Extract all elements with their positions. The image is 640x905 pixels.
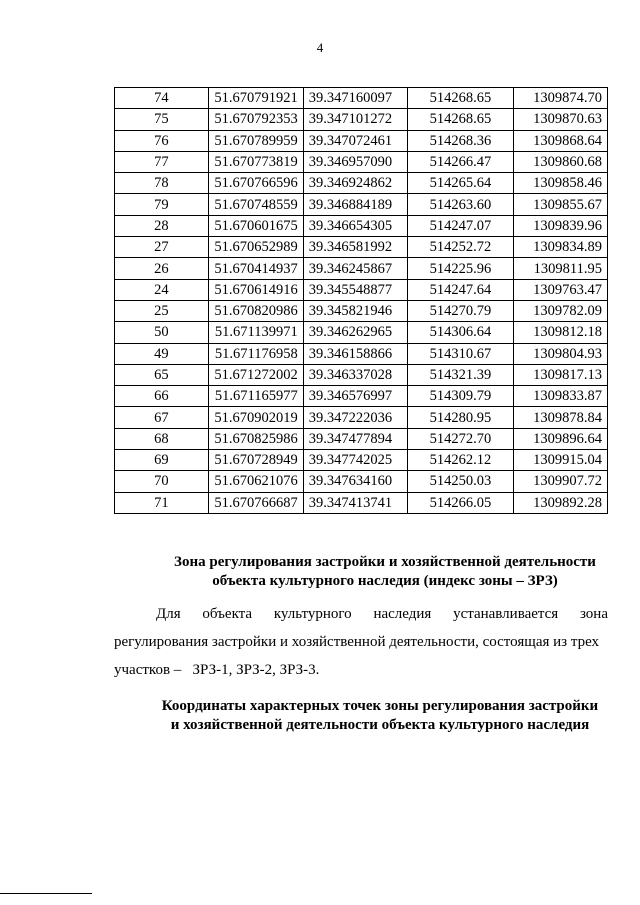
coordinates-table-body bbox=[115, 88, 608, 514]
point-number-cell: 24 bbox=[115, 279, 209, 300]
x-coordinate-cell: 514321.39 bbox=[407, 364, 514, 385]
x-coordinate-cell: 514272.70 bbox=[407, 428, 514, 449]
paragraph-word: наследия bbox=[373, 606, 432, 622]
x-coordinate-cell: 514262.12 bbox=[407, 450, 514, 471]
latitude-cell: 51.670601675 bbox=[208, 215, 303, 236]
latitude-cell: 51.671176958 bbox=[208, 343, 303, 364]
x-coordinate-cell: 514309.79 bbox=[407, 386, 514, 407]
y-coordinate-cell: 1309907.72 bbox=[514, 471, 608, 492]
x-coordinate-cell: 514268.65 bbox=[407, 109, 514, 130]
longitude-cell: 39.346158866 bbox=[303, 343, 407, 364]
point-number-cell: 75 bbox=[115, 109, 209, 130]
x-coordinate-cell: 514263.60 bbox=[407, 194, 514, 215]
y-coordinate-cell: 1309811.95 bbox=[514, 258, 608, 279]
longitude-cell: 39.346884189 bbox=[303, 194, 407, 215]
zone-heading-line-1: Зона регулирования застройки и хозяйственной деятельности bbox=[174, 554, 596, 570]
latitude-cell: 51.670792353 bbox=[208, 109, 303, 130]
point-number-cell: 27 bbox=[115, 237, 209, 258]
x-coordinate-cell: 514265.64 bbox=[407, 173, 514, 194]
longitude-cell: 39.347222036 bbox=[303, 407, 407, 428]
latitude-cell: 51.670789959 bbox=[208, 130, 303, 151]
y-coordinate-cell: 1309839.96 bbox=[514, 215, 608, 236]
longitude-cell: 39.346576997 bbox=[303, 386, 407, 407]
coordinates-heading bbox=[140, 697, 620, 735]
y-coordinate-cell: 1309812.18 bbox=[514, 322, 608, 343]
x-coordinate-cell: 514247.64 bbox=[407, 279, 514, 300]
x-coordinate-cell: 514280.95 bbox=[407, 407, 514, 428]
point-number-cell: 67 bbox=[115, 407, 209, 428]
table-row bbox=[115, 364, 608, 385]
paragraph-word: устанавливается bbox=[453, 606, 559, 622]
x-coordinate-cell: 514268.65 bbox=[407, 88, 514, 109]
point-number-cell: 76 bbox=[115, 130, 209, 151]
footer-rule bbox=[0, 893, 92, 894]
point-number-cell: 65 bbox=[115, 364, 209, 385]
zone-heading bbox=[150, 553, 620, 591]
table-row bbox=[115, 237, 608, 258]
latitude-cell: 51.670414937 bbox=[208, 258, 303, 279]
y-coordinate-cell: 1309870.63 bbox=[514, 109, 608, 130]
longitude-cell: 39.345548877 bbox=[303, 279, 407, 300]
latitude-cell: 51.670820986 bbox=[208, 300, 303, 321]
table-row bbox=[115, 109, 608, 130]
x-coordinate-cell: 514250.03 bbox=[407, 471, 514, 492]
latitude-cell: 51.671139971 bbox=[208, 322, 303, 343]
point-number-cell: 77 bbox=[115, 151, 209, 172]
page-number: 4 bbox=[316, 40, 324, 55]
table-row bbox=[115, 173, 608, 194]
table-row bbox=[115, 492, 608, 513]
table-row bbox=[115, 386, 608, 407]
x-coordinate-cell: 514268.36 bbox=[407, 130, 514, 151]
latitude-cell: 51.670766687 bbox=[208, 492, 303, 513]
x-coordinate-cell: 514247.07 bbox=[407, 215, 514, 236]
x-coordinate-cell: 514266.47 bbox=[407, 151, 514, 172]
y-coordinate-cell: 1309874.70 bbox=[514, 88, 608, 109]
longitude-cell: 39.347160097 bbox=[303, 88, 407, 109]
point-number-cell: 26 bbox=[115, 258, 209, 279]
point-number-cell: 78 bbox=[115, 173, 209, 194]
longitude-cell: 39.347101272 bbox=[303, 109, 407, 130]
table-row bbox=[115, 471, 608, 492]
point-number-cell: 50 bbox=[115, 322, 209, 343]
table-row bbox=[115, 130, 608, 151]
point-number-cell: 71 bbox=[115, 492, 209, 513]
latitude-cell: 51.670614916 bbox=[208, 279, 303, 300]
x-coordinate-cell: 514266.05 bbox=[407, 492, 514, 513]
paragraph-line-3: участков – ЗРЗ-1, ЗРЗ-2, ЗРЗ-3. bbox=[114, 662, 320, 678]
point-number-cell: 69 bbox=[115, 450, 209, 471]
longitude-cell: 39.346581992 bbox=[303, 237, 407, 258]
longitude-cell: 39.346245867 bbox=[303, 258, 407, 279]
zone-heading-line-2: объекта культурного наследия (индекс зоны – ЗРЗ) bbox=[212, 573, 558, 589]
table-row bbox=[115, 322, 608, 343]
longitude-cell: 39.346924862 bbox=[303, 173, 407, 194]
point-number-cell: 79 bbox=[115, 194, 209, 215]
point-number-cell: 66 bbox=[115, 386, 209, 407]
y-coordinate-cell: 1309782.09 bbox=[514, 300, 608, 321]
paragraph-word: культурного bbox=[273, 606, 352, 622]
latitude-cell: 51.670902019 bbox=[208, 407, 303, 428]
longitude-cell: 39.347072461 bbox=[303, 130, 407, 151]
x-coordinate-cell: 514252.72 bbox=[407, 237, 514, 258]
coordinates-heading-line-1: Координаты характерных точек зоны регулирования застройки bbox=[161, 698, 599, 714]
paragraph-line-2: регулирования застройки и хозяйственной деятельности, состоящая из трех bbox=[114, 634, 600, 650]
table-row bbox=[115, 300, 608, 321]
table-row bbox=[115, 407, 608, 428]
table-row bbox=[115, 194, 608, 215]
coordinates-heading-line-2: и хозяйственной деятельности объекта культурного наследия bbox=[170, 717, 590, 733]
latitude-cell: 51.670652989 bbox=[208, 237, 303, 258]
longitude-cell: 39.345821946 bbox=[303, 300, 407, 321]
point-number-cell: 70 bbox=[115, 471, 209, 492]
paragraph-line-1 bbox=[114, 604, 608, 624]
y-coordinate-cell: 1309858.46 bbox=[514, 173, 608, 194]
longitude-cell: 39.347634160 bbox=[303, 471, 407, 492]
longitude-cell: 39.346654305 bbox=[303, 215, 407, 236]
table-row bbox=[115, 279, 608, 300]
paragraph-word: объекта bbox=[202, 606, 253, 622]
latitude-cell: 51.670728949 bbox=[208, 450, 303, 471]
y-coordinate-cell: 1309915.04 bbox=[514, 450, 608, 471]
coordinates-table bbox=[114, 87, 608, 514]
y-coordinate-cell: 1309892.28 bbox=[514, 492, 608, 513]
table-row bbox=[115, 428, 608, 449]
point-number-cell: 49 bbox=[115, 343, 209, 364]
latitude-cell: 51.670825986 bbox=[208, 428, 303, 449]
latitude-cell: 51.670791921 bbox=[208, 88, 303, 109]
y-coordinate-cell: 1309896.64 bbox=[514, 428, 608, 449]
y-coordinate-cell: 1309817.13 bbox=[514, 364, 608, 385]
point-number-cell: 25 bbox=[115, 300, 209, 321]
y-coordinate-cell: 1309804.93 bbox=[514, 343, 608, 364]
point-number-cell: 68 bbox=[115, 428, 209, 449]
y-coordinate-cell: 1309763.47 bbox=[514, 279, 608, 300]
longitude-cell: 39.346957090 bbox=[303, 151, 407, 172]
y-coordinate-cell: 1309860.68 bbox=[514, 151, 608, 172]
y-coordinate-cell: 1309878.84 bbox=[514, 407, 608, 428]
x-coordinate-cell: 514225.96 bbox=[407, 258, 514, 279]
longitude-cell: 39.346337028 bbox=[303, 364, 407, 385]
longitude-cell: 39.347742025 bbox=[303, 450, 407, 471]
latitude-cell: 51.671165977 bbox=[208, 386, 303, 407]
latitude-cell: 51.670748559 bbox=[208, 194, 303, 215]
y-coordinate-cell: 1309868.64 bbox=[514, 130, 608, 151]
paragraph-word: зона bbox=[579, 606, 608, 622]
table-row bbox=[115, 343, 608, 364]
table-row bbox=[115, 215, 608, 236]
table-row bbox=[115, 450, 608, 471]
point-number-cell: 28 bbox=[115, 215, 209, 236]
longitude-cell: 39.347477894 bbox=[303, 428, 407, 449]
latitude-cell: 51.670773819 bbox=[208, 151, 303, 172]
x-coordinate-cell: 514310.67 bbox=[407, 343, 514, 364]
y-coordinate-cell: 1309833.87 bbox=[514, 386, 608, 407]
x-coordinate-cell: 514306.64 bbox=[407, 322, 514, 343]
y-coordinate-cell: 1309855.67 bbox=[514, 194, 608, 215]
table-row bbox=[115, 258, 608, 279]
longitude-cell: 39.347413741 bbox=[303, 492, 407, 513]
latitude-cell: 51.671272002 bbox=[208, 364, 303, 385]
table-row bbox=[115, 151, 608, 172]
point-number-cell: 74 bbox=[115, 88, 209, 109]
y-coordinate-cell: 1309834.89 bbox=[514, 237, 608, 258]
x-coordinate-cell: 514270.79 bbox=[407, 300, 514, 321]
latitude-cell: 51.670621076 bbox=[208, 471, 303, 492]
latitude-cell: 51.670766596 bbox=[208, 173, 303, 194]
table-row bbox=[115, 88, 608, 109]
longitude-cell: 39.346262965 bbox=[303, 322, 407, 343]
paragraph-word: Для bbox=[156, 606, 181, 622]
